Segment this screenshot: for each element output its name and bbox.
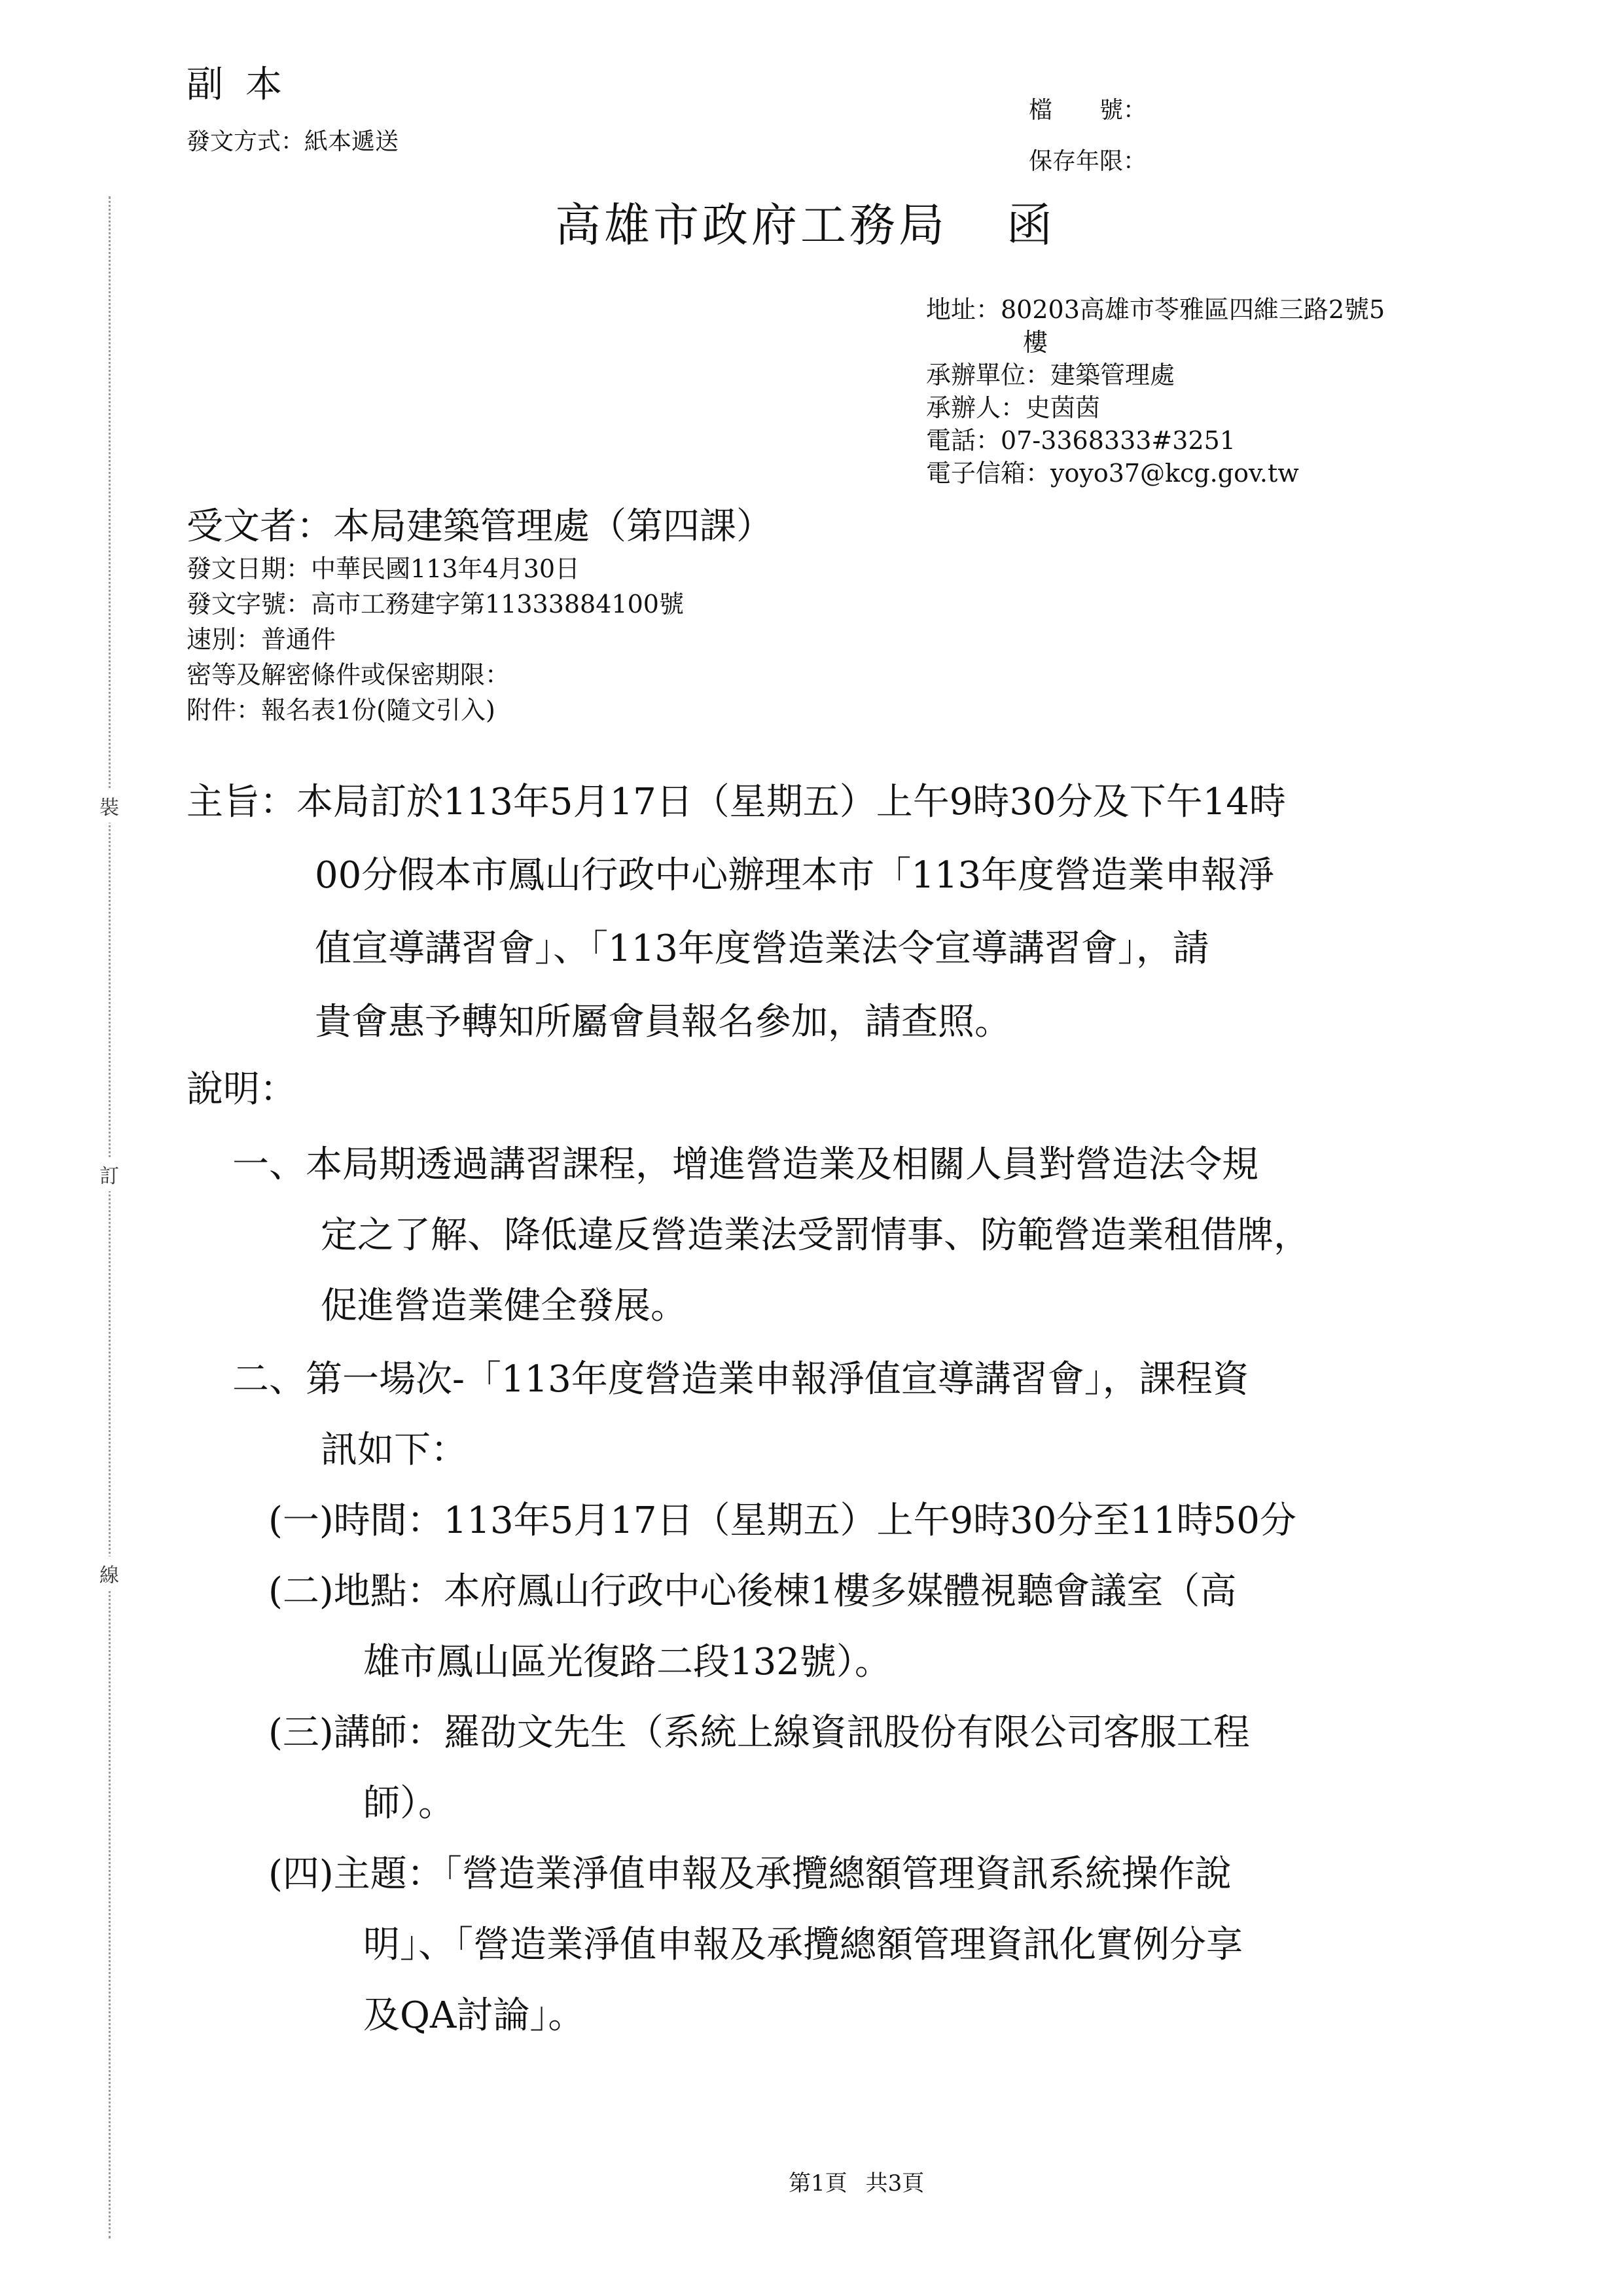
attachment: 附件：報名表1份(隨文引入) <box>187 696 495 725</box>
recipient: 受文者：本局建築管理處（第四課） <box>187 505 773 548</box>
sender-address: 地址：80203高雄市苓雅區四維三路2號5 <box>926 295 1385 324</box>
item-line: 一、本局期透過講習課程，增進營造業及相關人員對營造法令規 <box>232 1143 1258 1186</box>
copy-mark: 副本 <box>187 63 304 106</box>
binding-line <box>109 196 111 2238</box>
page-footer <box>789 2165 924 2197</box>
sender-info <box>926 293 1385 490</box>
binding-char-xian: 線 <box>98 1556 120 1590</box>
document-title <box>555 188 1056 255</box>
item-line: 定之了解、降低違反營造業法受罰情事、防範營造業租借牌， <box>321 1214 1310 1257</box>
sub-item-line: (二)地點：本府鳳山行政中心後棟1樓多媒體視聽會議室（高 <box>268 1570 1237 1613</box>
description-item-1 <box>232 1130 1310 1342</box>
retention-period-label: 保存年限： <box>1029 148 1147 175</box>
description-item-2 <box>232 1344 1249 1486</box>
issue-number: 發文字號：高市工務建字第11333884100號 <box>187 590 684 619</box>
sub-item-line: (一)時間：113年5月17日（星期五）上午9時30分至11時50分 <box>268 1499 1296 1542</box>
subject <box>187 766 1286 1059</box>
binding-char-zhuang: 裝 <box>98 789 120 823</box>
speed-class: 速別：普通件 <box>187 625 336 654</box>
sub-item-line: (三)講師：羅劭文先生（系統上線資訊股份有限公司客服工程 <box>268 1712 1250 1754</box>
item-line: 促進營造業健全發展。 <box>321 1285 687 1327</box>
sender-phone: 電話：07-3368333#3251 <box>926 426 1236 455</box>
sub-item-line: 雄市鳳山區光復路二段132號）。 <box>363 1641 891 1683</box>
description-heading: 說明： <box>187 1068 296 1111</box>
issue-date: 發文日期：中華民國113年4月30日 <box>187 554 580 583</box>
subject-line: 00分假本市鳳山行政中心辦理本市「113年度營造業申報淨 <box>315 854 1275 897</box>
sender-handler: 承辦人：史茵茵 <box>926 393 1101 422</box>
subject-line: 值宣導講習會」、「113年度營造業法令宣導講習會」，請 <box>315 927 1209 970</box>
sub-item-line: 及QA討論」。 <box>363 1994 585 2037</box>
sub-item-line: 明」、「營造業淨值申報及承攬總額管理資訊化實例分享 <box>363 1924 1243 1966</box>
sub-item-topic <box>268 1839 1243 2051</box>
sender-unit: 承辦單位：建築管理處 <box>926 361 1175 389</box>
document-type: 函 <box>1007 198 1056 252</box>
sub-item-time <box>268 1486 1296 1556</box>
secrecy-level: 密等及解密條件或保密期限： <box>187 660 510 689</box>
subject-line: 貴會惠予轉知所屬會員報名參加，請查照。 <box>315 1001 1011 1043</box>
subject-line: 主旨：本局訂於113年5月17日（星期五）上午9時30分及下午14時 <box>187 781 1286 823</box>
page-total: 共3頁 <box>865 2170 925 2197</box>
agency-name: 高雄市政府工務局 <box>555 198 948 252</box>
sub-item-line: (四)主題：「營造業淨值申報及承攬總額管理資訊系統操作說 <box>268 1853 1232 1895</box>
send-method: 發文方式：紙本遞送 <box>187 128 399 155</box>
sub-item-lecturer <box>268 1698 1250 1839</box>
document-meta <box>187 551 684 728</box>
item-line: 訊如下： <box>321 1429 467 1471</box>
sub-item-location <box>268 1556 1236 1698</box>
sender-address-cont: 樓 <box>1023 328 1048 357</box>
page-number: 第1頁 <box>789 2170 847 2197</box>
item-line: 二、第一場次-「113年度營造業申報淨值宣導講習會」，課程資 <box>232 1358 1249 1401</box>
binding-char-ding: 訂 <box>98 1157 120 1191</box>
sub-item-line: 師）。 <box>363 1782 455 1825</box>
file-number-label: 檔 號： <box>1029 97 1147 124</box>
sender-email: 電子信箱：yoyo37@kcg.gov.tw <box>926 459 1299 488</box>
